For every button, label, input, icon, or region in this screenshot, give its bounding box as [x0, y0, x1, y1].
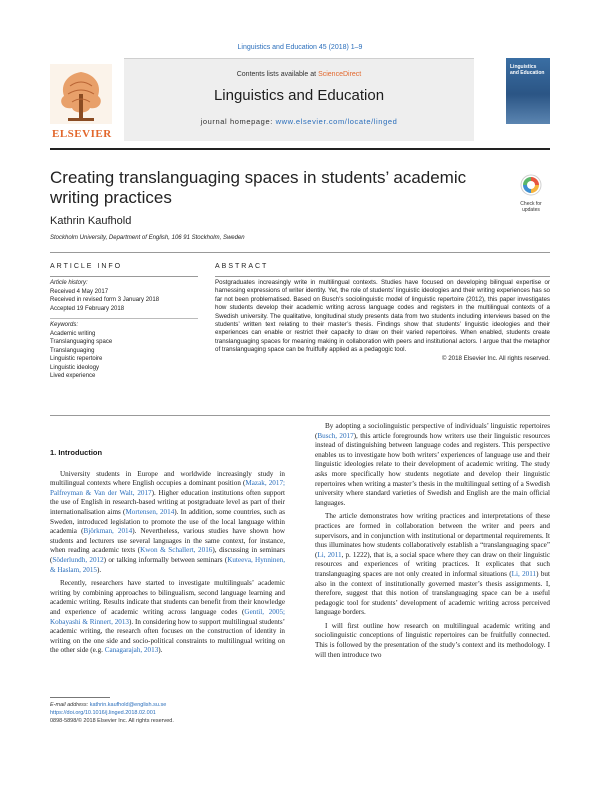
abstract [215, 276, 550, 363]
email-footnote [50, 701, 290, 709]
paragraph-text: ). [97, 565, 102, 574]
paragraph-text: The article demonstrates how writing practices and interpretations of these practices are formed in collaboration between the writer and peers and supervisors, and in conjunction with institutional or departmental requirements. It thus illuminates how students collaboratively establish a “translanguaging space” ( [315, 512, 550, 559]
citation-link[interactable]: Mazak, 2017; Palfreyman & Van der Walt, 2017 [50, 479, 285, 497]
citation-link[interactable]: Li, 2011 [317, 550, 342, 559]
keyword: Translanguaging space [50, 339, 113, 345]
cover-title: Linguistics and Education [510, 64, 545, 76]
journal-reference[interactable]: Linguistics and Education 45 (2018) 1–9 [237, 44, 363, 51]
article-info [50, 276, 198, 381]
check-for-updates-badge[interactable] [514, 174, 548, 213]
article-title: Creating translanguaging spaces in students’ academic writing practices [50, 168, 467, 207]
email-label: E-mail address: [50, 702, 90, 708]
keyword: Lived experience [50, 373, 96, 379]
paragraph-text: ). In considering how to support multilingual students’ academic writing, the research often focuses on the construction of identity in writing on the one side and socio-political constraints to multilingual writing on the other side (e.g. [50, 617, 286, 655]
sciencedirect-link[interactable]: ScienceDirect [318, 71, 362, 78]
paragraph-text: ). Nevertheless, various studies have shown how students and lecturers use several languages in the same context, for instance, when reading academic texts ( [50, 527, 285, 555]
masthead-divider [50, 148, 550, 150]
section-heading: 1. Introduction [50, 448, 103, 457]
paragraph-text: ). In addition, some countries, such as Sweden, introduced legislation to promote the use of the local language within academia ( [50, 507, 285, 536]
body-paragraph [315, 622, 550, 660]
paragraph-text: ) or talking informally between seminars ( [103, 555, 228, 564]
citation-link[interactable]: Busch, 2017 [317, 431, 354, 440]
history-label: Article history: [50, 280, 88, 286]
journal-title: Linguistics and Education [213, 87, 385, 104]
body-paragraph [315, 422, 550, 508]
check-updates-icon [520, 174, 542, 196]
abstract-divider [50, 415, 550, 416]
footnotes [50, 701, 290, 725]
keyword: Academic writing [50, 330, 96, 337]
body-paragraph [315, 512, 550, 618]
paragraph-text: ) but also in the context of institutionally governed master’s thesis assignments. I, therefore, suggest that this notion of translanguaging space can be a useful pedagogic tool for students’ development of academic writing across perceived language borders. [315, 569, 550, 617]
body-paragraph [50, 470, 285, 576]
issn-line: 0898-5898/© 2018 Elsevier Inc. All rights reserved. [50, 718, 174, 724]
journal-cover-thumbnail[interactable] [506, 58, 550, 124]
paragraph-text: ), discussing in seminars ( [50, 546, 285, 564]
paragraph-text: ). Higher education institutions often support the use of English in research-based writing at postgraduate level as part of their internationalisation aims ( [50, 488, 285, 516]
footnote-divider [50, 697, 110, 698]
abstract-copyright: © 2018 Elsevier Inc. All rights reserved. [441, 354, 550, 362]
abstract-heading: ABSTRACT [215, 263, 269, 270]
citation-link[interactable]: Mortensen, 2014 [125, 507, 175, 516]
homepage-link[interactable]: www.elsevier.com/locate/linged [275, 117, 398, 126]
accepted-date: Accepted 19 February 2018 [50, 305, 125, 312]
publisher-name: ELSEVIER [52, 128, 112, 140]
citation-link[interactable]: Gentil, 2005; Kobayashi & Rinnert, 2013 [50, 607, 285, 626]
citation-link[interactable]: Söderlundh, 2012 [52, 555, 104, 564]
contents-prefix: Contents lists available at [236, 71, 319, 78]
paragraph-text: Recently, researchers have started to investigate multilinguals’ academic writing by combining approaches to bilingualism, second language learning and academic writing. Results indicate that students can benefit from their knowledge and experience of academic writing across language codes ( [50, 579, 285, 616]
citation-link[interactable]: Li, 2011 [511, 569, 537, 578]
keywords-block [50, 318, 198, 381]
paragraph-text: , p. 1222), that is, a social space where they can draw on their linguistic resources and experiences of writing practices. It explicates that such translanguaging spaces are not only created in informal situations ( [315, 550, 550, 578]
body-paragraph [50, 579, 285, 656]
abstract-text: Postgraduates increasingly write in multilingual contexts. Studies have focused on developing bilingual expertise or harnessing expressions of writer identity. Yet, the role of students’ linguistic ideologies and their writing experiences has so far not been problematised. Based on Busch’s sociolinguistic model of linguistic repertoire (2012), this paper investigates how students develop their academic writing across language codes and registers in the multilingual contexts of a Swedish university. The qualitative, longitudinal study presents data from two students including interviews based on the students’ written text relating to their master’s thesis. Findings show that students’ linguistic ideologies and their experiences can enable or restrict their capacity to draw on their varied repertoires. When enabled, students create translanguaging spaces for meaning making in collaboration with peers and institutional actors. I argue that the metaphor of translanguaging space can be fruitfully applied as a pedagogic tool. [215, 279, 550, 354]
received-date: Received 4 May 2017 [50, 288, 109, 295]
body-column-right [315, 422, 550, 664]
keywords-label: Keywords: [50, 322, 79, 328]
affiliation-divider [50, 252, 550, 253]
citation-link[interactable]: Kuteeva, Hynninen, & Haslam, 2015 [50, 555, 286, 574]
author-affiliation: Stockholm University, Department of English, 106 91 Stockholm, Sweden [50, 235, 245, 241]
keyword: Translanguaging [50, 347, 95, 354]
check-updates-label: Check for updates [520, 201, 542, 213]
journal-homepage [124, 117, 474, 126]
keyword: Linguistic repertoire [50, 356, 103, 362]
keyword: Linguistic ideology [50, 364, 100, 371]
paragraph-text: I will first outline how research on multilingual academic writing and sociolinguistic conceptions of linguistic repertoires can be fruitfully connected. This is followed by the presentation of the study’s context and its methodology. I will then introduce two [315, 621, 550, 659]
email-link[interactable]: kathrin.kaufhold@english.su.se [89, 702, 167, 708]
doi-link[interactable]: https://doi.org/10.1016/j.linged.2018.02.001 [50, 710, 156, 716]
article-info-heading: ARTICLE INFO [50, 263, 123, 270]
elsevier-logo [50, 64, 112, 140]
citation-link[interactable]: Kwon & Schallert, 2016 [140, 546, 213, 555]
author-name: Kathrin Kaufhold [50, 215, 132, 227]
paragraph-text: ). [158, 646, 163, 655]
journal-header-box [124, 58, 474, 141]
right-column-text [315, 422, 550, 660]
paragraph-text: ), this article foregrounds how writers use their linguistic resources instead of distinguishing between language codes and registers. This perspective enables us to investigate how both writers’ experiences of language use and their linguistic ideologies relate to their development of academic writing. The study asks more specifically how students negotiate and develop their linguistic repertoires when writing a master’s thesis in the multilingual setting of a Swedish university where standard varieties of Swedish and English are the main official languages. [315, 431, 550, 507]
body-column-left [50, 448, 285, 660]
masthead [50, 58, 550, 142]
paragraph-text: University students in Europe and worldwide increasingly study in multilingual contexts where English occupies a dominant position ( [50, 469, 285, 488]
revised-date: Received in revised form 3 January 2018 [50, 297, 160, 303]
homepage-label: journal homepage: [200, 117, 276, 126]
elsevier-tree-icon [50, 64, 112, 124]
citation-link[interactable]: Canagarajah, 2013 [104, 646, 159, 655]
citation-link[interactable]: Björkman, 2014 [83, 527, 133, 536]
paragraph-text: By adopting a sociolinguistic perspective of individuals’ linguistic repertoires ( [315, 422, 550, 440]
left-column-text [50, 470, 285, 656]
contents-line [124, 71, 474, 78]
